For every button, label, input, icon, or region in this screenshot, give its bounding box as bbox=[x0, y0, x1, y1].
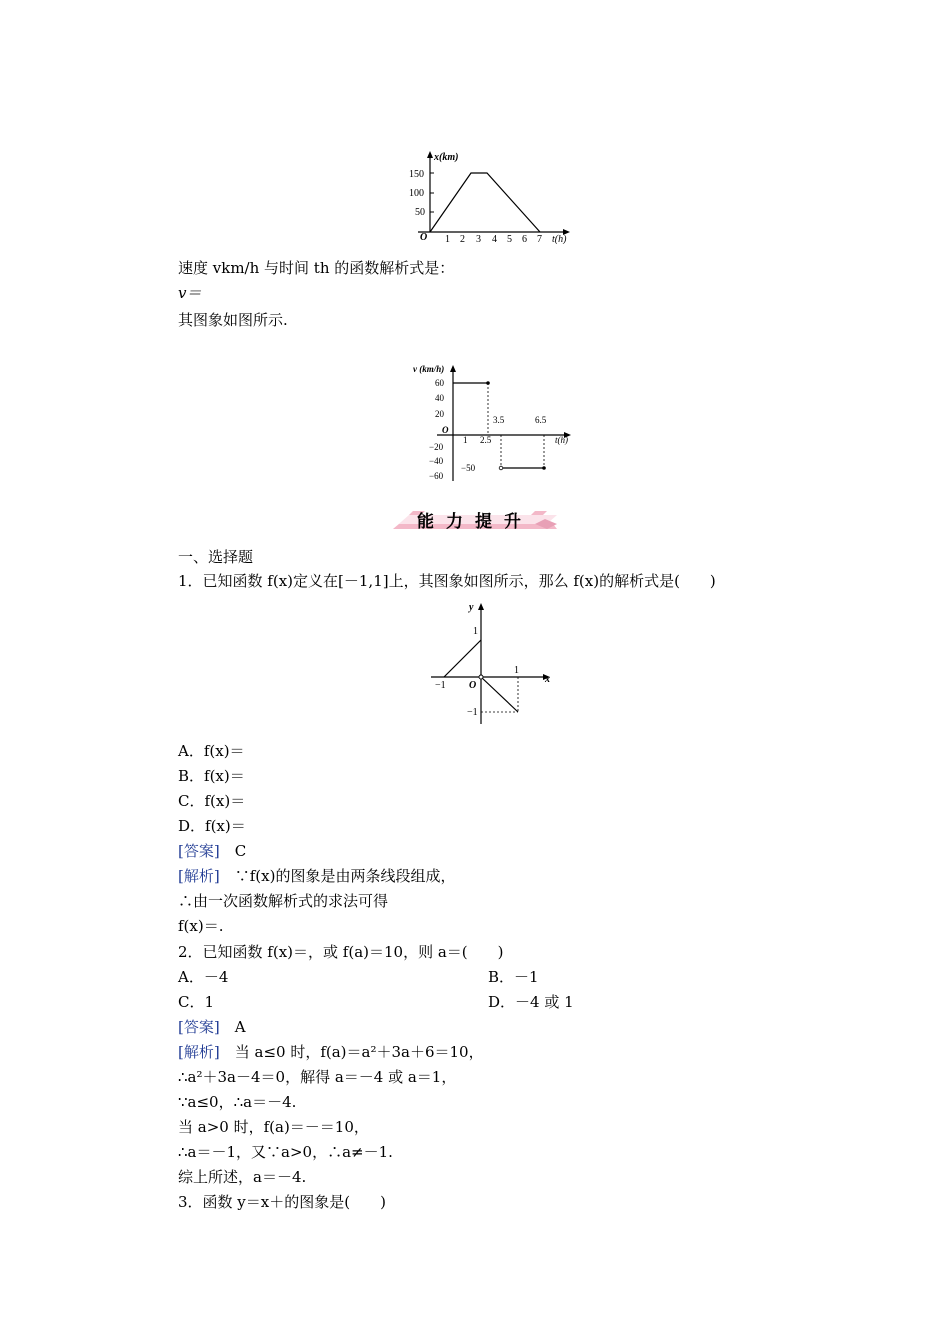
graph1-x-label: t(h) bbox=[552, 234, 567, 244]
analysis-line: 综上所述，a＝－4. bbox=[178, 1168, 307, 1186]
text-line: 其图象如图所示. bbox=[178, 311, 288, 329]
graph2-y-tick: −60 bbox=[429, 471, 444, 481]
graph1-y-label: x(km) bbox=[434, 152, 459, 163]
graph2-x-tick: 2.5 bbox=[480, 435, 492, 445]
analysis-line: 当 a>0 时，f(a)＝－＝10， bbox=[178, 1118, 369, 1136]
graph2-origin: O bbox=[442, 425, 449, 435]
graph1-x-tick: 5 bbox=[507, 234, 512, 244]
text-line: 速度 vkm/h 与时间 th 的函数解析式是： bbox=[178, 259, 455, 277]
q1-option-b: B．f(x)＝ bbox=[178, 767, 245, 785]
q1-option-c: C．f(x)＝ bbox=[178, 792, 246, 810]
velocity-time-graph bbox=[407, 363, 577, 485]
graph1-y-tick: 150 bbox=[409, 169, 424, 180]
analysis-line: ∵a≤0，∴a＝－4. bbox=[178, 1093, 297, 1111]
q1-function-graph bbox=[425, 598, 560, 728]
graph1-x-tick: 4 bbox=[492, 234, 497, 244]
analysis-line: ∴a²＋3a－4＝0，解得 a＝－4 或 a＝1， bbox=[178, 1068, 457, 1086]
analysis-line: ∴由一次函数解析式的求法可得 bbox=[178, 892, 389, 910]
q1-analysis bbox=[178, 866, 455, 886]
graph2-x-tick: 6.5 bbox=[535, 415, 547, 425]
q1-graph-x-label: x bbox=[545, 674, 550, 685]
answer-value: A bbox=[234, 1018, 246, 1036]
graph1-y-tick: 100 bbox=[409, 188, 424, 199]
graph1-origin: O bbox=[420, 232, 428, 243]
q1-graph-one: 1 bbox=[473, 626, 478, 637]
q1-stem: 1．已知函数 f(x)定义在[－1,1]上，其图象如图所示，那么 f(x)的解析式是( ) bbox=[178, 572, 716, 590]
graph2-annotation: −50 bbox=[461, 463, 476, 473]
q1-graph-y-label: y bbox=[469, 602, 474, 613]
section-title: 一、选择题 bbox=[178, 548, 254, 566]
graph2-y-tick: 40 bbox=[435, 393, 444, 403]
graph1-x-tick: 7 bbox=[537, 234, 542, 244]
graph1-y-tick: 50 bbox=[415, 207, 425, 218]
q2-option-b: B．－1 bbox=[488, 968, 539, 986]
banner-title: 能力提升 bbox=[417, 512, 533, 532]
graph1-x-tick: 2 bbox=[460, 234, 465, 244]
graph2-y-tick: 20 bbox=[435, 409, 444, 419]
q2-analysis bbox=[178, 1042, 484, 1062]
distance-time-graph bbox=[400, 148, 580, 244]
q1-graph-neg-one-x: −1 bbox=[435, 680, 446, 691]
q1-option-a: A．f(x)＝ bbox=[178, 742, 245, 760]
answer-tag: [答案] bbox=[178, 1018, 220, 1036]
q2-option-a: A．－4 bbox=[178, 968, 229, 986]
analysis-text: ∵f(x)的图象是由两条线段组成， bbox=[234, 867, 456, 885]
q3-stem: 3．函数 y＝x＋的图象是( ) bbox=[178, 1193, 386, 1211]
q2-option-d: D．－4 或 1 bbox=[488, 993, 574, 1011]
graph2-y-tick: −20 bbox=[429, 442, 444, 452]
analysis-text: 当 a≤0 时，f(a)＝a²＋3a＋6＝10， bbox=[234, 1043, 484, 1061]
q1-option-d: D．f(x)＝ bbox=[178, 817, 246, 835]
section-banner bbox=[385, 503, 565, 535]
graph2-x-label: t(h) bbox=[555, 435, 568, 445]
analysis-tag: [解析] bbox=[178, 1043, 220, 1061]
graph2-y-label: v (km/h) bbox=[413, 364, 445, 374]
q2-stem: 2．已知函数 f(x)＝，或 f(a)＝10，则 a＝( ) bbox=[178, 943, 504, 961]
graph1-x-tick: 1 bbox=[445, 234, 450, 244]
q1-graph-origin: O bbox=[469, 680, 477, 691]
graph2-x-tick: 1 bbox=[463, 435, 468, 445]
graph1-x-tick: 6 bbox=[522, 234, 527, 244]
q1-graph-one-x: 1 bbox=[514, 665, 519, 676]
analysis-line: ∴a＝－1，又∵a>0，∴a≠－1. bbox=[178, 1143, 393, 1161]
q1-graph-neg-one-y: −1 bbox=[467, 707, 478, 718]
graph1-x-tick: 3 bbox=[476, 234, 481, 244]
q2-answer bbox=[178, 1017, 246, 1037]
graph2-y-tick: −40 bbox=[429, 456, 444, 466]
graph2-y-tick: 60 bbox=[435, 378, 444, 388]
answer-value: C bbox=[234, 842, 247, 860]
analysis-tag: [解析] bbox=[178, 867, 220, 885]
graph2-x-tick: 3.5 bbox=[493, 415, 505, 425]
analysis-line: f(x)＝. bbox=[178, 917, 224, 935]
text-line: v＝ bbox=[178, 284, 202, 302]
q1-answer bbox=[178, 841, 246, 861]
q2-option-c: C．1 bbox=[178, 993, 215, 1011]
answer-tag: [答案] bbox=[178, 842, 220, 860]
